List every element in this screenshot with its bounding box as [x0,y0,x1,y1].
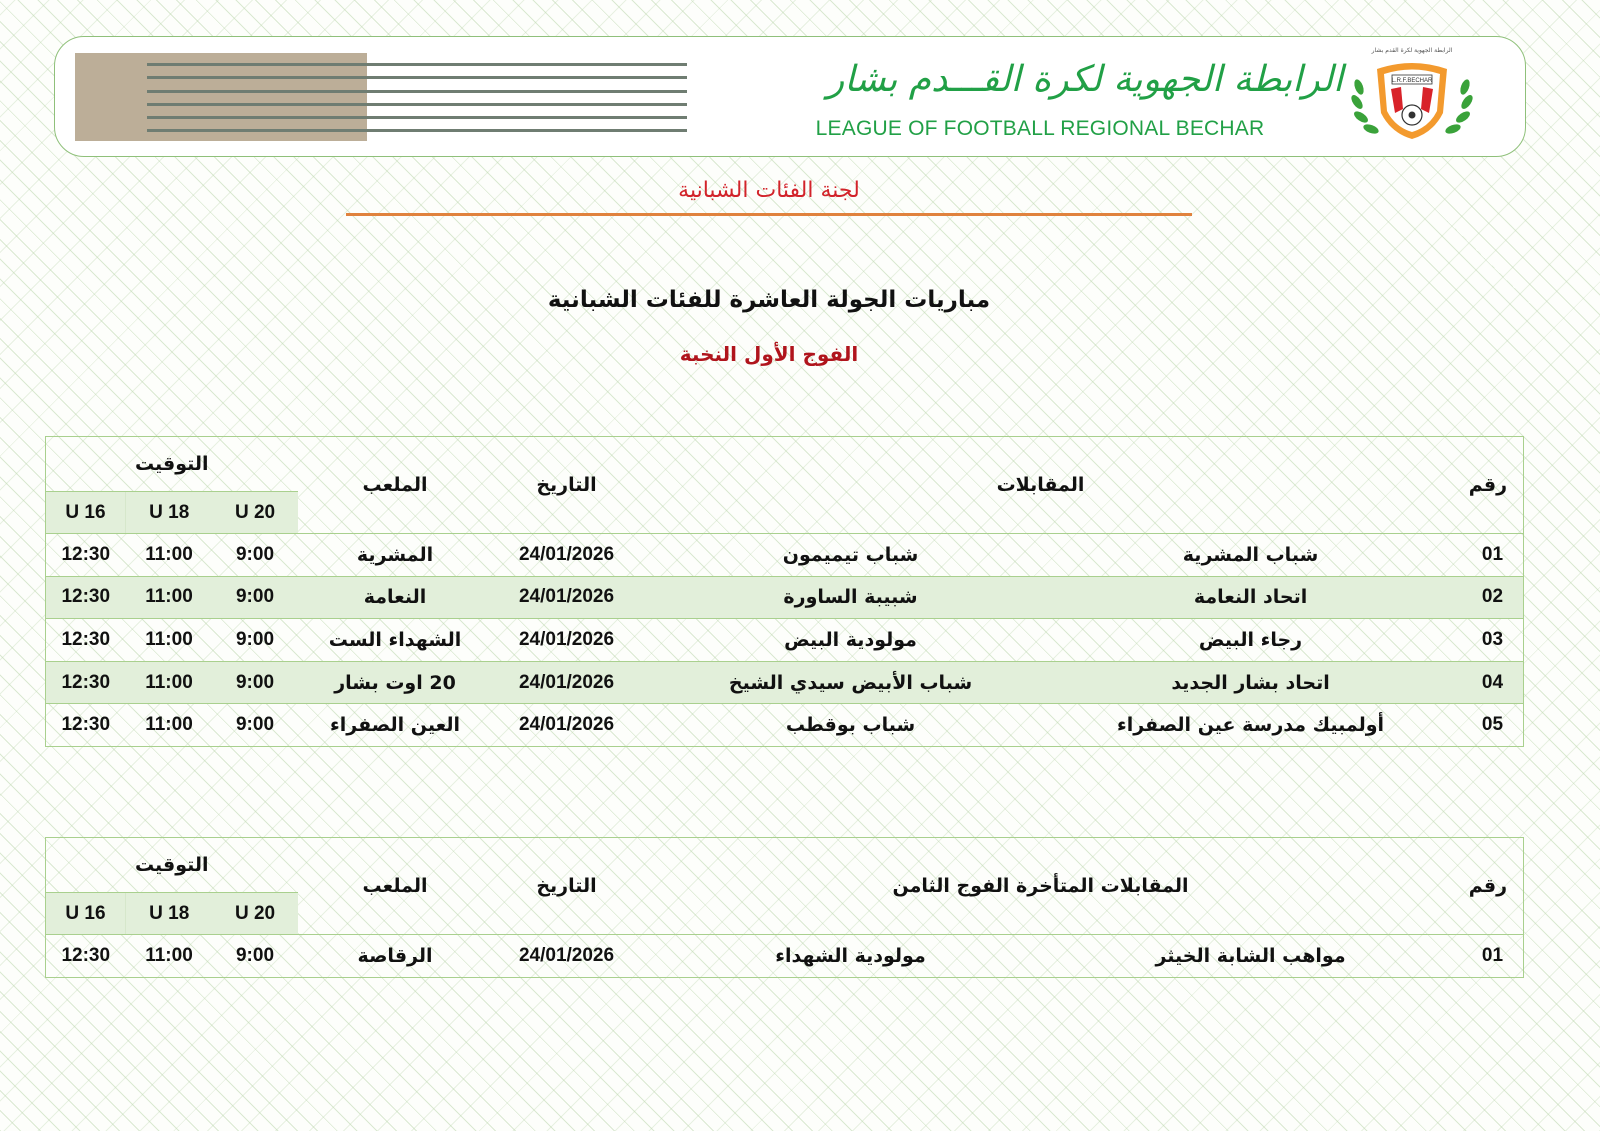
date-cell: 24/01/2026 [493,619,641,662]
home-team-cell: شباب المشرية [1061,534,1441,577]
timing-header: التوقيت [46,838,298,893]
u16-time: 12:30 [46,619,126,662]
table-row [46,661,1524,704]
committee-divider [346,213,1192,216]
u16-time: 12:30 [46,661,126,704]
away-team-cell: مولودية الشهداء [641,935,1061,978]
u16-time: 12:30 [46,534,126,577]
u16-time: 12:30 [46,576,126,619]
u16-time: 12:30 [46,704,126,747]
date-header: التاريخ [493,437,641,534]
venue-cell: الرقاصة [298,935,493,978]
home-team-cell: رجاء البيض [1061,619,1441,662]
venue-cell: 20 اوت بشار [298,661,493,704]
u20-time: 9:00 [213,619,298,662]
home-team-cell: اتحاد بشار الجديد [1061,661,1441,704]
date-header: التاريخ [493,838,641,935]
date-cell: 24/01/2026 [493,661,641,704]
number-header: رقم [1441,437,1524,534]
venue-cell: المشرية [298,534,493,577]
match-number-cell: 01 [1441,534,1524,577]
venue-cell: النعامة [298,576,493,619]
venue-header: الملعب [298,838,493,935]
table-row [46,704,1524,747]
u20-time: 9:00 [213,661,298,704]
matches-header: المقابلات المتأخرة الفوج الثامن [641,838,1441,935]
u18-header: U 18 [126,893,213,935]
u18-time: 11:00 [126,661,213,704]
group-subtitle: الفوج الأول النخبة [679,342,859,366]
schedule-table-group1 [45,436,1524,747]
venue-header: الملعب [298,437,493,534]
match-number-cell: 03 [1441,619,1524,662]
home-team-cell: اتحاد النعامة [1061,576,1441,619]
league-logo [1337,47,1487,151]
u18-time: 11:00 [126,619,213,662]
date-cell: 24/01/2026 [493,935,641,978]
match-number-cell: 02 [1441,576,1524,619]
away-team-cell: شباب بوقطب [641,704,1061,747]
match-number-cell: 04 [1441,661,1524,704]
home-team-cell: أولمبيك مدرسة عين الصفراء [1061,704,1441,747]
away-team-cell: شبيبة الساورة [641,576,1061,619]
u16-header: U 16 [46,893,126,935]
table-row [46,619,1524,662]
u18-time: 11:00 [126,704,213,747]
league-banner [54,36,1526,157]
logo-caption: الرابطة الجهوية لكرة القدم بشار [1371,47,1453,54]
table-row [46,534,1524,577]
u16-header: U 16 [46,492,126,534]
u20-time: 9:00 [213,935,298,978]
schedule-table-late-matches [45,837,1524,978]
page-title: مباريات الجولة العاشرة للفئات الشبانية [547,287,991,313]
league-crest-icon [1337,47,1487,151]
date-cell: 24/01/2026 [493,704,641,747]
away-team-cell: شباب الأبيض سيدي الشيخ [641,661,1061,704]
header-row [46,838,1524,893]
venue-cell: العين الصفراء [298,704,493,747]
away-team-cell: شباب تيميمون [641,534,1061,577]
league-name-arabic: الرابطة الجهوية لكرة القـــدم بشار [826,59,1344,100]
league-name-english: LEAGUE OF FOOTBALL REGIONAL BECHAR [815,117,1265,140]
u20-header: U 20 [213,492,298,534]
logo-text: L.R.F.BECHAR [1391,78,1433,84]
u16-time: 12:30 [46,935,126,978]
u18-time: 11:00 [126,576,213,619]
match-number-cell: 05 [1441,704,1524,747]
u20-time: 9:00 [213,576,298,619]
u20-time: 9:00 [213,704,298,747]
match-number-cell: 01 [1441,935,1524,978]
table-row [46,576,1524,619]
banner-decoration-lines [147,63,687,142]
u20-time: 9:00 [213,534,298,577]
home-team-cell: مواهب الشابة الخيثر [1061,935,1441,978]
u18-time: 11:00 [126,935,213,978]
matches-header: المقابلات [641,437,1441,534]
date-cell: 24/01/2026 [493,576,641,619]
header-row [46,437,1524,492]
timing-header: التوقيت [46,437,298,492]
away-team-cell: مولودية البيض [641,619,1061,662]
venue-cell: الشهداء الست [298,619,493,662]
number-header: رقم [1441,838,1524,935]
date-cell: 24/01/2026 [493,534,641,577]
committee-name: لجنة الفئات الشبانية [678,178,860,203]
u18-time: 11:00 [126,534,213,577]
u18-header: U 18 [126,492,213,534]
u20-header: U 20 [213,893,298,935]
table-row [46,935,1524,978]
